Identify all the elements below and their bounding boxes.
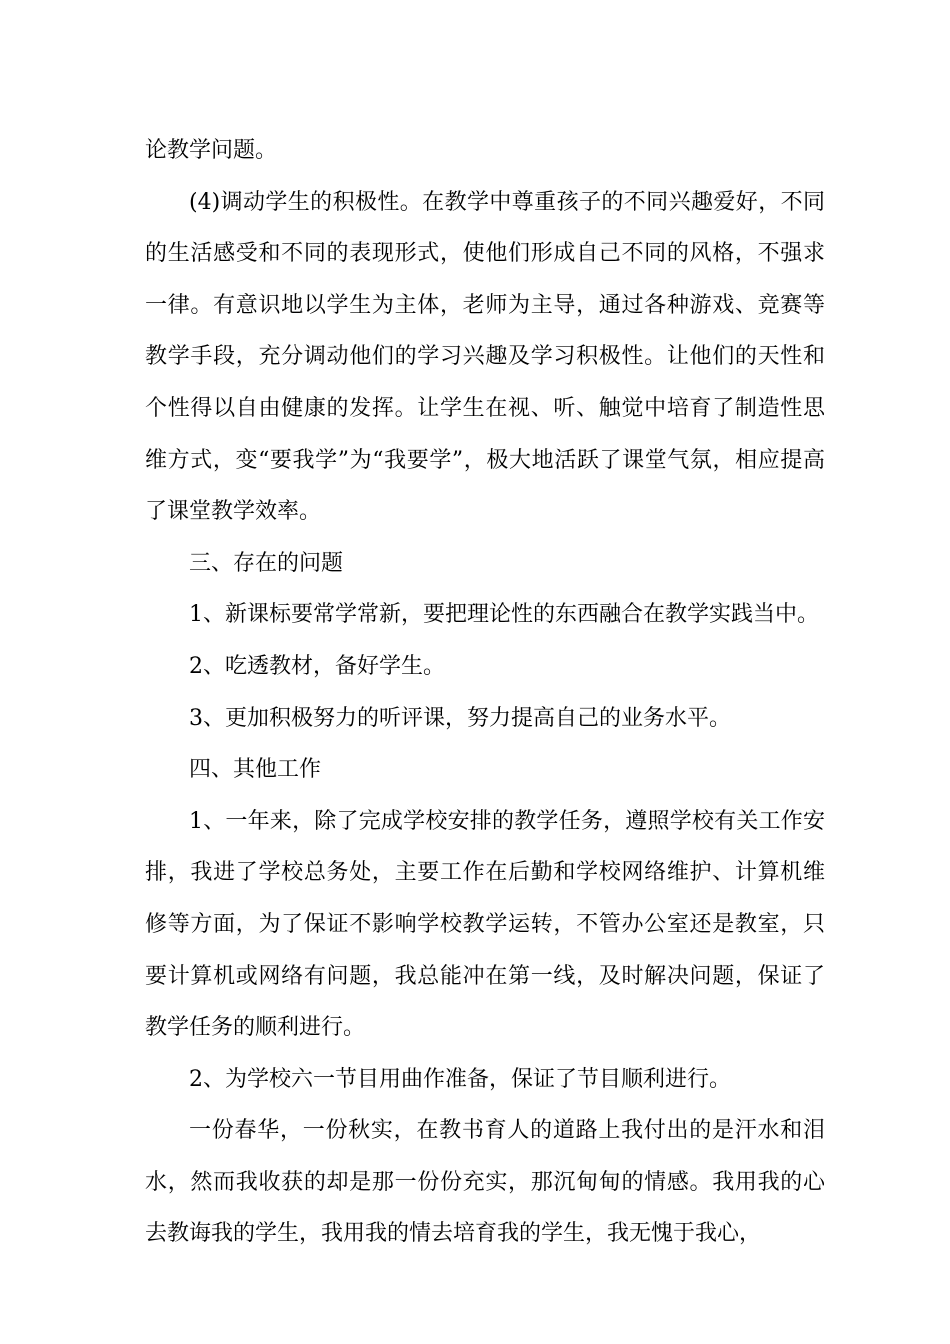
problem-item-2: 2、吃透教材，备好学生。	[189, 653, 445, 679]
paragraph-continuation: 论教学问题。	[145, 138, 278, 163]
document-body	[145, 125, 825, 1260]
section-heading-problems: 三、存在的问题	[189, 550, 344, 576]
problem-item-1: 1、新课标要常学常新，要把理论性的东西融合在教学实践当中。	[189, 602, 819, 628]
other-work-item-2: 2、为学校六一节目用曲作准备，保证了节目顺利进行。	[189, 1066, 731, 1092]
paragraph-conclusion: 一份春华，一份秋实，在教书育人的道路上我付出的是汗水和泪水，然而我收获的却是那一份份充实，那沉甸甸的情感。我用我的心去教诲我的学生，我用我的情去培育我的学生，我无愧于我心，	[145, 1118, 825, 1247]
problem-item-3: 3、更加积极努力的听评课，努力提高自己的业务水平。	[189, 705, 731, 731]
paragraph-student-initiative: (4)调动学生的积极性。在教学中尊重孩子的不同兴趣爱好，不同的生活感受和不同的表现形式，使他们形成自己不同的风格，不强求一律。有意识地以学生为主体，老师为主导，通过各种游戏、竞赛等教学手段，充分调动他们的学习兴趣及学习积极性。让他们的天性和个性得以自由健康的发挥。让学生在视、听、触觉中培育了制造性思维方式，变“要我学”为“我要学”，极大地活跃了课堂气氛，相应提高了课堂教学效率。	[145, 189, 825, 525]
section-heading-other-work: 四、其他工作	[189, 757, 322, 783]
other-work-item-1: 1、一年来，除了完成学校安排的教学任务，遵照学校有关工作安排，我进了学校总务处，主要工作在后勤和学校网络维护、计算机维修等方面，为了保证不影响学校教学运转，不管办公室还是教室，只要计算机或网络有问题，我总能冲在第一线，及时解决问题，保证了教学任务的顺利进行。	[145, 808, 825, 1041]
